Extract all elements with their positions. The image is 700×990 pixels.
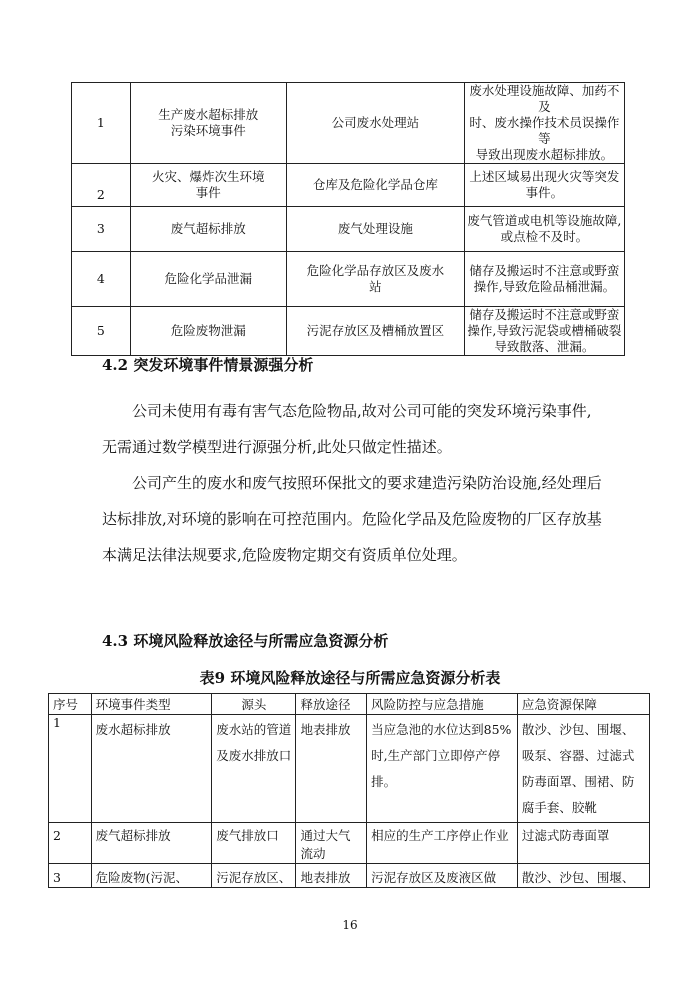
risk-cause: 储存及搬运时不注意或野蛮 操作,导致污泥袋或槽桶破裂 导致散落、泄漏。	[464, 307, 624, 356]
event-type: 生产废水超标排放 污染环境事件	[130, 83, 286, 164]
risk-source: 废气排放口	[212, 823, 296, 864]
row-number: 1	[72, 83, 131, 164]
risk-source: 危险化学品存放区及废水 站	[286, 252, 464, 307]
section-heading-4-3: 4.3 环境风险释放途径与所需应急资源分析	[102, 632, 389, 650]
column-header: 环境事件类型	[91, 694, 212, 715]
column-header: 源头	[212, 694, 296, 715]
column-header: 应急资源保障	[517, 694, 649, 715]
risk-source: 仓库及危险化学品仓库	[286, 164, 464, 207]
event-type: 火灾、爆炸次生环境 事件	[130, 164, 286, 207]
risk-source: 污泥存放区及槽桶放置区	[286, 307, 464, 356]
release-path: 地表排放	[296, 864, 367, 888]
table-header-row	[49, 694, 650, 715]
row-number: 3	[72, 207, 131, 252]
row-number: 1	[49, 715, 92, 823]
risk-cause: 上述区域易出现火灾等突发 事件。	[464, 164, 624, 207]
table-row	[72, 207, 625, 252]
risk-cause: 废水处理设施故障、加药不及 时、废水操作技术员误操作等 导致出现废水超标排放。	[464, 83, 624, 164]
release-path-table	[48, 693, 650, 888]
section-heading-4-2: 4.2 突发环境事件情景源强分析	[102, 356, 314, 374]
event-type: 危险化学品泄漏	[130, 252, 286, 307]
emergency-resource: 过滤式防毒面罩	[517, 823, 649, 864]
risk-cause: 废气管道或电机等设施故障, 或点检不及时。	[464, 207, 624, 252]
table-caption: 表9 环境风险释放途径与所需应急资源分析表	[199, 669, 501, 687]
table-row	[72, 307, 625, 356]
row-number: 2	[49, 823, 92, 864]
release-path: 通过大气流动	[296, 823, 367, 864]
column-header: 释放途径	[296, 694, 367, 715]
row-number: 4	[72, 252, 131, 307]
risk-source-table	[71, 82, 625, 356]
column-header: 序号	[49, 694, 92, 715]
row-number: 3	[49, 864, 92, 888]
release-path: 地表排放	[296, 715, 367, 823]
table-row	[72, 164, 625, 207]
risk-cause: 储存及搬运时不注意或野蛮 操作,导致危险品桶泄漏。	[464, 252, 624, 307]
risk-source: 污泥存放区、	[212, 864, 296, 888]
table-row	[49, 715, 650, 823]
row-number: 2	[72, 164, 131, 207]
event-type: 危险废物(污泥、	[91, 864, 212, 888]
emergency-resource: 散沙、沙包、围堰、	[517, 864, 649, 888]
emergency-resource: 散沙、沙包、围堰、吸泵、容器、过滤式防毒面罩、围裙、防腐手套、胶靴	[517, 715, 649, 823]
risk-source: 公司废水处理站	[286, 83, 464, 164]
risk-source: 废气处理设施	[286, 207, 464, 252]
event-type: 危险废物泄漏	[130, 307, 286, 356]
paragraph: 公司未使用有毒有害气态危险物品,故对公司可能的突发环境污染事件,无需通过数学模型进行源强分析,此处只做定性描述。	[102, 402, 592, 456]
event-type: 废气超标排放	[91, 823, 212, 864]
page-number: 16	[342, 918, 358, 932]
column-header: 风险防控与应急措施	[367, 694, 518, 715]
risk-source: 废水站的管道及废水排放口	[212, 715, 296, 823]
response-measure: 当应急池的水位达到85%时,生产部门立即停产停排。	[367, 715, 518, 823]
response-measure: 相应的生产工序停止作业	[367, 823, 518, 864]
row-number: 5	[72, 307, 131, 356]
table-row	[72, 252, 625, 307]
table-row	[49, 864, 650, 888]
response-measure: 污泥存放区及废液区做	[367, 864, 518, 888]
table-row	[49, 823, 650, 864]
event-type: 废气超标排放	[130, 207, 286, 252]
event-type: 废水超标排放	[91, 715, 212, 823]
paragraph: 公司产生的废水和废气按照环保批文的要求建造污染防治设施,经处理后达标排放,对环境的影响在可控范围内。危险化学品及危险废物的厂区存放基本满足法律法规要求,危险废物定期交有资质单位处理。	[102, 474, 602, 564]
table-row	[72, 83, 625, 164]
